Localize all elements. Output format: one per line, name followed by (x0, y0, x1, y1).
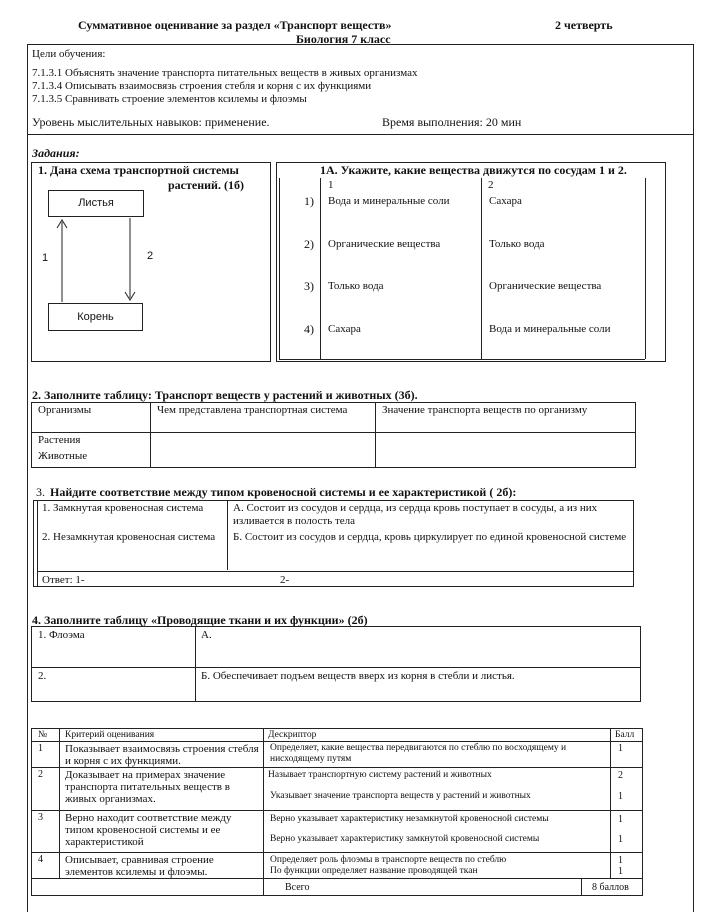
time-limit: Время выполнения: 20 мин (382, 115, 522, 129)
option-b: Сахара (489, 195, 522, 207)
task1-title: 1. Дана схема транспортной системы (38, 163, 239, 177)
rubric-row-divider (31, 767, 643, 768)
rubric-header-score: Балл (615, 730, 635, 740)
quarter-label: 2 четверть (555, 18, 613, 32)
rubric-total-value: 8 баллов (592, 882, 629, 893)
page-title: Суммативное оценивание за раздел «Транспорт веществ» (78, 18, 392, 32)
rubric-descriptor: Называет транспортную систему растений и животных (268, 770, 492, 780)
task2-row-divider (31, 432, 636, 433)
task2-header-organisms: Организмы (38, 404, 92, 416)
task2-row-plants: Растения (38, 434, 81, 446)
task3-number: 3. (36, 485, 45, 499)
rubric-row-number: 1 (38, 743, 43, 754)
option-b: Только вода (489, 238, 545, 250)
task1-title-cont: растений. (1б) (168, 178, 244, 192)
goal-item: 7.1.3.4 Описывать взаимосвязь строения стебля и корня с их функциями (32, 80, 372, 92)
task4-row2-tissue: 2. (38, 670, 47, 682)
goal-item: 7.1.3.1 Объяснять значение транспорта питательных веществ в живых организмах (32, 67, 418, 79)
option-b: Вода и минеральные соли (489, 323, 611, 335)
task1a-col1-header: 1 (328, 179, 334, 191)
task4-row-divider (31, 667, 641, 668)
rubric-criterion: Описывает, сравнивая строение элементов ксилемы и флоэмы. (65, 854, 214, 878)
page-left-border (27, 44, 28, 912)
rubric-score: 2 (618, 770, 623, 781)
arrow-label-2: 2 (147, 250, 154, 262)
rubric-score: 1 (618, 834, 623, 845)
option-a: Вода и минеральные соли (328, 195, 450, 207)
task1a-col-divider (320, 178, 321, 359)
page-right-border (693, 44, 694, 912)
task2-title: 2. Заполните таблицу: Транспорт веществ у растений и животных (3б). (32, 388, 418, 402)
option-a: Сахара (328, 323, 361, 335)
option-b: Органические вещества (489, 280, 602, 292)
rubric-row-divider (31, 852, 643, 853)
rubric-descriptor: Определяет, какие вещества передвигаются по стеблю по восходящему и нисходящему путям (270, 743, 567, 764)
task4-col-divider (195, 626, 196, 702)
rubric-col-divider (610, 728, 611, 878)
arrow-label-1: 1 (42, 252, 49, 264)
task3-right-a: А. Состоит из сосудов и сердца, из сердца кровь поступает в сосуды, а из них изливается в полость тела (233, 502, 598, 527)
task3-answer-2: 2- (280, 574, 290, 586)
rubric-descriptor: Верно указывает характеристику незамкнутой кровеносной системы (270, 814, 549, 824)
task4-title: 4. Заполните таблицу «Проводящие ткани и их функции» (2б) (32, 613, 368, 627)
option-number: 3) (304, 279, 314, 293)
rubric-header-num: № (38, 730, 48, 740)
option-number: 4) (304, 322, 314, 336)
option-a: Органические вещества (328, 238, 441, 250)
goal-item: 7.1.3.5 Сравнивать строение элементов ксилемы и флоэмы (32, 93, 307, 105)
rubric-total-label: Всего (285, 882, 310, 893)
task3-col-divider (227, 500, 228, 570)
task2-col-divider (375, 402, 376, 468)
transport-arrows (40, 210, 160, 310)
goals-label: Цели обучения: (32, 48, 106, 60)
option-number: 1) (304, 194, 314, 208)
rubric-descriptor: Указывает значение транспорта веществ у растений и животных (270, 791, 531, 801)
rubric-criterion: Доказывает на примерах значение транспорта питательных веществ в живых организмах. (65, 769, 230, 805)
rubric-descriptor: По функции определяет название проводящей ткан (270, 866, 478, 876)
header-divider (27, 44, 693, 45)
task1a-inner-left (279, 178, 280, 359)
goals-divider (27, 134, 693, 135)
rubric-criterion: Показывает взаимосвязь строения стебля и корня с их функциями. (65, 743, 259, 767)
thinking-level: Уровень мыслительных навыков: применение. (32, 115, 270, 129)
rubric-row-divider (31, 810, 643, 811)
task2-row-animals: Животные (38, 450, 88, 462)
task3-answer-divider (37, 571, 634, 572)
task4-table (31, 626, 641, 702)
rubric-total-row-divider (31, 878, 643, 879)
rubric-score: 1 (618, 791, 623, 802)
rubric-descriptor: Верно указывает характеристику замкнутой кровеносной системы (270, 834, 540, 844)
task2-header-meaning: Значение транспорта веществ по организму (382, 404, 588, 416)
task1a-col-divider (481, 178, 482, 359)
rubric-header-descriptor: Дескриптор (268, 730, 317, 740)
task2-col-divider (150, 402, 151, 468)
rubric-score: 1 (618, 743, 623, 754)
task4-phloem: 1. Флоэма (38, 629, 85, 641)
task3-answer-1: Ответ: 1- (42, 574, 85, 586)
task4-phloem-function: А. (201, 629, 212, 641)
task1a-title: 1А. Укажите, какие вещества движутся по сосудам 1 и 2. (320, 163, 627, 177)
task1a-col2-header: 2 (488, 179, 494, 191)
root-box: Корень (48, 303, 143, 331)
rubric-descriptor: Определяет роль флоэмы в транспорте веществ по стеблю (270, 855, 507, 865)
leaves-box: Листья (48, 190, 144, 217)
task4-row2-function: Б. Обеспечивает подъем веществ вверх из корня в стебли и листья. (201, 670, 515, 682)
rubric-col-divider (59, 728, 60, 878)
rubric-row-number: 4 (38, 854, 43, 865)
rubric-score: 1 (618, 855, 623, 866)
rubric-row-number: 2 (38, 769, 43, 780)
task2-header-system: Чем представлена транспортная система (157, 404, 348, 416)
page-subtitle: Биология 7 класс (296, 32, 391, 46)
rubric-score: 1 (618, 866, 623, 877)
task3-title: Найдите соответствие между типом кровеносной системы и ее характеристикой ( 2б): (50, 485, 517, 499)
rubric-col-divider (263, 728, 264, 896)
option-number: 2) (304, 237, 314, 251)
task3-inner-left (37, 500, 38, 587)
rubric-score: 1 (618, 814, 623, 825)
rubric-header-criterion: Критерий оценивания (65, 730, 155, 740)
task1a-col-divider (645, 178, 646, 359)
tasks-label: Задания: (32, 146, 80, 160)
rubric-total-divider (581, 878, 582, 896)
rubric-row-number: 3 (38, 812, 43, 823)
option-a: Только вода (328, 280, 384, 292)
task3-right-b: Б. Состоит из сосудов и сердца, кровь циркулирует по единой кровеносной системе (233, 531, 627, 543)
task1a-bottom (279, 359, 645, 360)
rubric-criterion: Верно находит соответствие между типом кровеносной системы и ее характеристикой (65, 812, 232, 848)
task3-left-1: 1. Замкнутая кровеносная система (42, 502, 204, 514)
task3-left-2: 2. Незамкнутая кровеносная система (42, 531, 216, 543)
rubric-header-divider (31, 741, 643, 742)
